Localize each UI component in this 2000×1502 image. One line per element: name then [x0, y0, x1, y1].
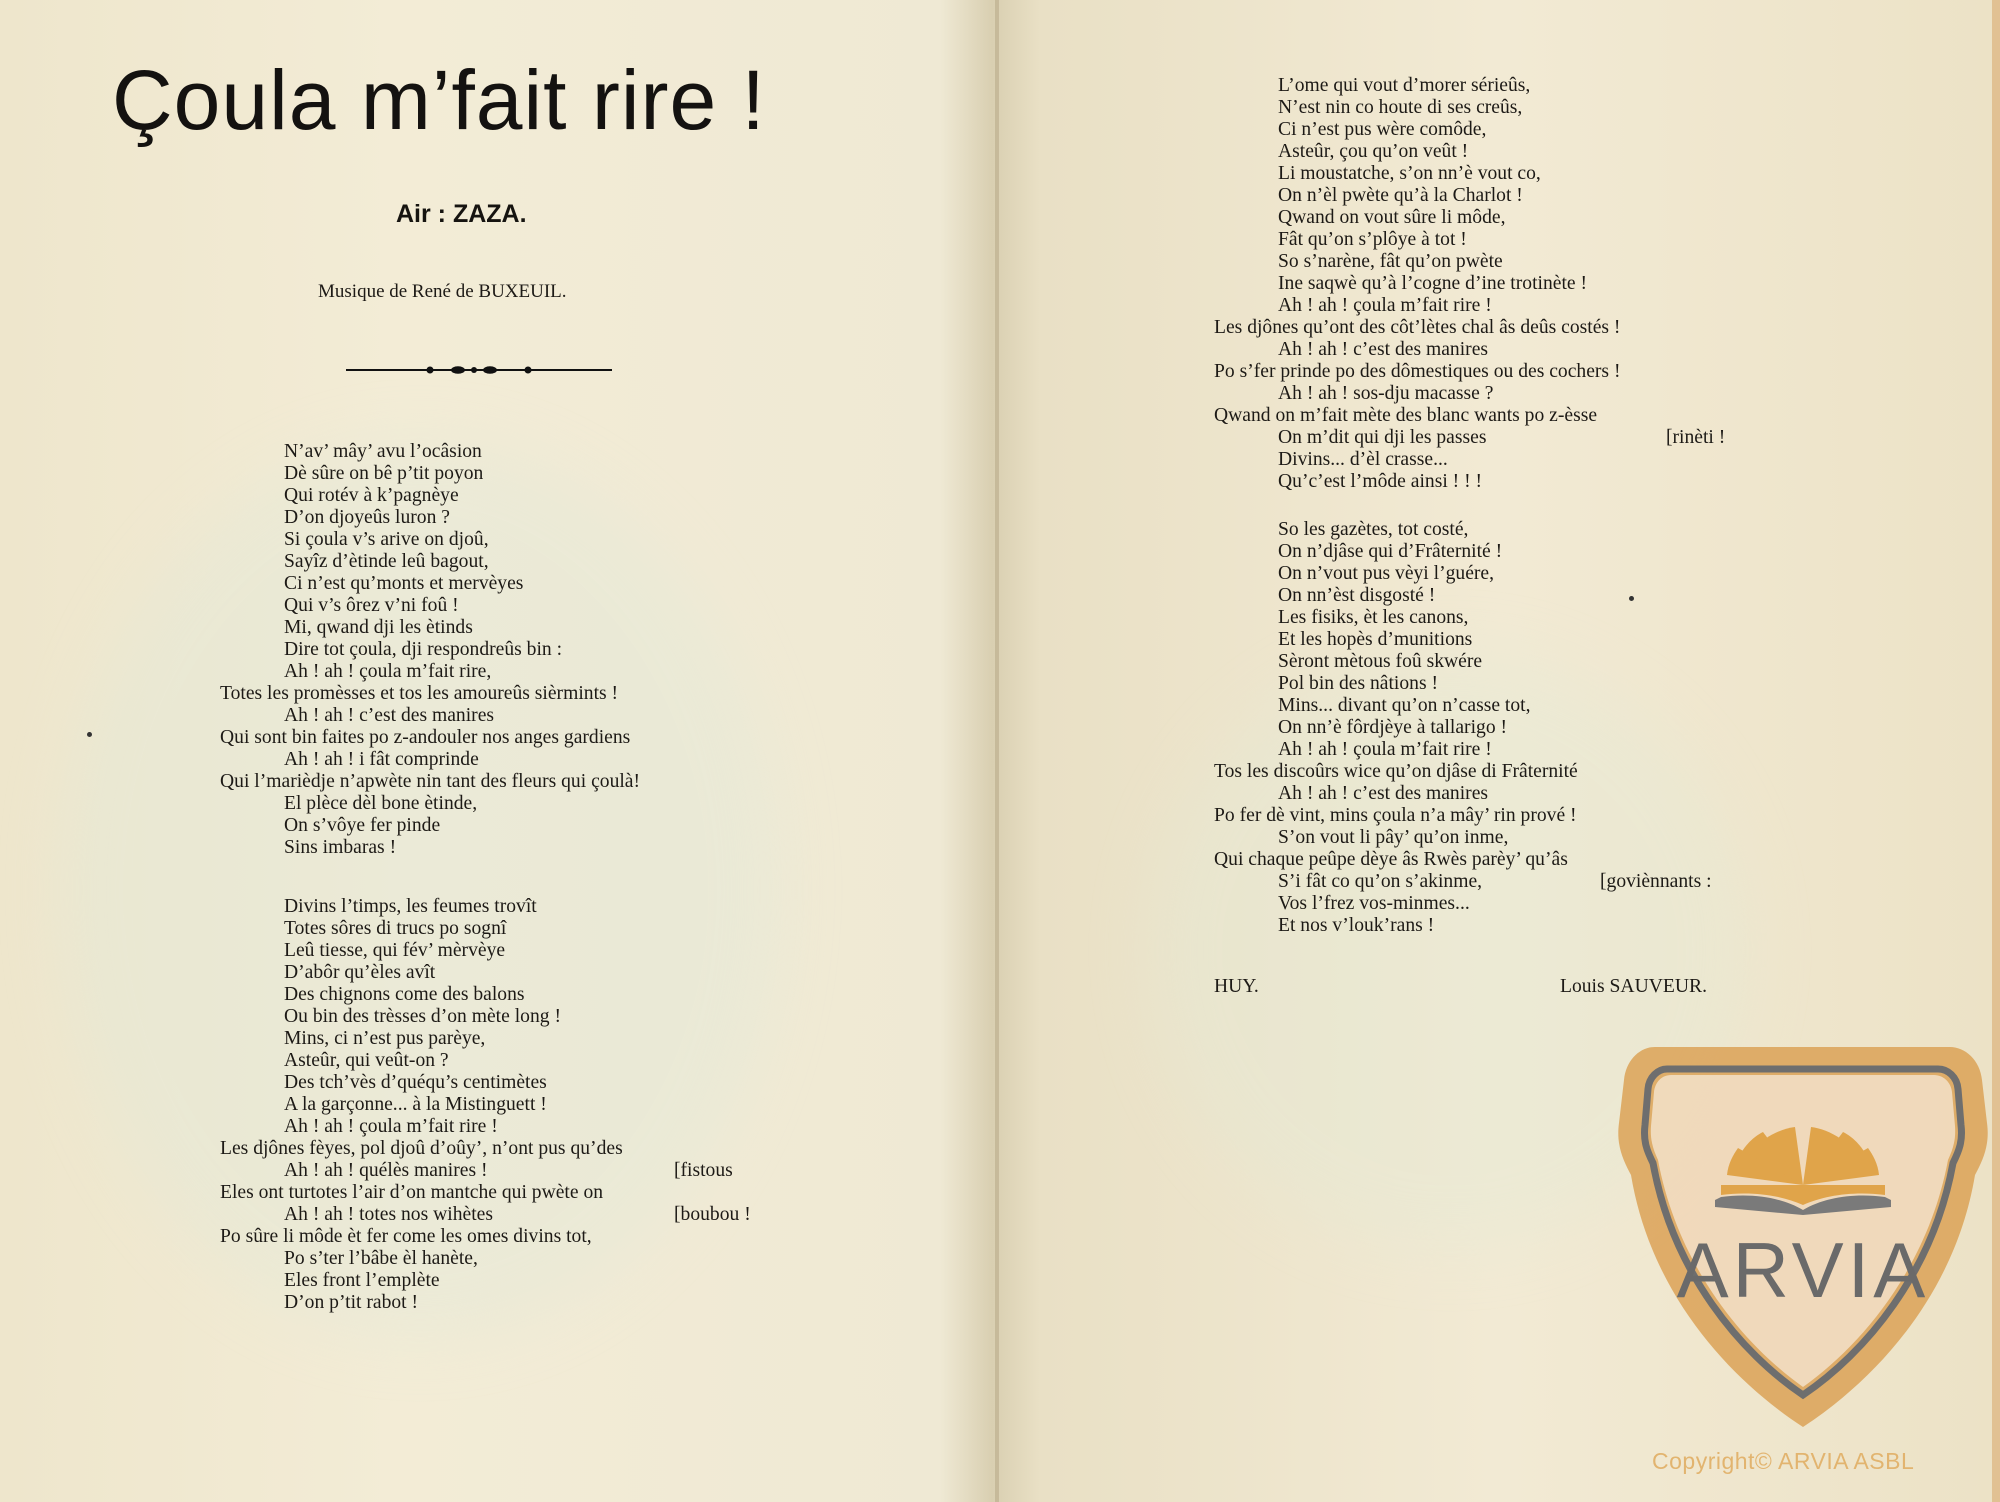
stanza-1	[220, 441, 640, 859]
verse-line-text: So les gazètes, tot costé,	[1278, 519, 1469, 540]
verse-line-text: Po s’fer prinde po des dômestiques ou des cochers !	[1214, 361, 1621, 382]
verse-line	[1214, 449, 1620, 471]
verse-line	[1214, 317, 1620, 339]
verse-line-text: Ah ! ah ! çoula m’fait rire,	[284, 661, 492, 682]
verse-line-text: Divins... d’èl crasse...	[1278, 449, 1448, 470]
verse-line-text: Ah ! ah ! sos-dju macasse ?	[1278, 383, 1494, 404]
verse-line-text: S’i fât co qu’on s’akinme,	[1278, 871, 1483, 892]
verse-line-text: D’on p’tit rabot !	[284, 1292, 419, 1313]
verse-line-text: Qui sont bin faites po z-andouler nos anges gardiens	[220, 727, 631, 748]
verse-line-text: Si çoula v’s arive on djoû,	[284, 529, 489, 550]
verse-line	[1214, 673, 1578, 695]
verse-line	[220, 1270, 623, 1292]
verse-line-text: D’abôr qu’èles avît	[284, 962, 436, 983]
verse-line	[1214, 97, 1620, 119]
verse-line	[220, 771, 640, 793]
verse-line	[220, 639, 640, 661]
verse-line	[1214, 607, 1578, 629]
verse-line-text: Pol bin des nâtions !	[1278, 673, 1439, 694]
verse-line-text: Ah ! ah ! çoula m’fait rire !	[1278, 739, 1492, 760]
verse-line-text: Qui l’marièdje n’apwète nin tant des fleurs qui çoulà!	[220, 771, 641, 792]
left-page	[0, 0, 995, 1502]
verse-line-text: Totes sôres di trucs po sognî	[284, 918, 507, 939]
verse-line	[1214, 185, 1620, 207]
verse-line-text: Mi, qwand dji les ètinds	[284, 617, 473, 638]
verse-line-text: On nn’è fôrdjèye à tallarigo !	[1278, 717, 1508, 738]
signature-author: Louis SAUVEUR.	[1560, 976, 1707, 997]
verse-line-text: Ah ! ah ! çoula m’fait rire !	[284, 1116, 498, 1137]
verse-line-text: Et nos v’louk’rans !	[1278, 915, 1435, 936]
verse-line	[220, 1160, 733, 1182]
signature-place: HUY.	[1214, 976, 1259, 997]
verse-line-text: On n’vout pus vèyi l’guére,	[1278, 563, 1495, 584]
verse-line-text: Leû tiesse, qui fév’ mèrvèye	[284, 940, 506, 961]
verse-line	[220, 1006, 623, 1028]
verse-line-text: Des tch’vès d’quéqu’s centimètes	[284, 1072, 547, 1093]
verse-line-text: N’av’ mây’ avu l’ocâsion	[284, 441, 482, 462]
verse-line	[1214, 871, 1712, 893]
verse-line-text: Mins... divant qu’on n’casse tot,	[1278, 695, 1531, 716]
verse-line	[220, 1050, 623, 1072]
verse-line	[1214, 849, 1578, 871]
verse-line	[1214, 563, 1578, 585]
verse-line-text: Mins, ci n’est pus parèye,	[284, 1028, 486, 1049]
verse-line	[1214, 541, 1578, 563]
verse-line-text: Ah ! ah ! çoula m’fait rire !	[1278, 295, 1492, 316]
verse-line-text: A la garçonne... à la Mistinguett !	[284, 1094, 547, 1115]
verse-line	[220, 984, 623, 1006]
verse-line-text: Qwand on vout sûre li môde,	[1278, 207, 1506, 228]
verse-line-text: Eles ont turtotes l’air d’on mantche qui pwète on	[220, 1182, 604, 1203]
verse-line-text: Ah ! ah ! c’est des manires	[1278, 339, 1489, 360]
verse-line-text: Qui chaque peûpe dèye âs Rwès parèy’ qu’âs	[1214, 849, 1568, 870]
stanza-2	[220, 896, 751, 1314]
verse-line	[220, 793, 640, 815]
verse-line-text: Les djônes fèyes, pol djoû d’oûy’, n’ont pus qu’des	[220, 1138, 623, 1159]
verse-line-text: Eles front l’emplète	[284, 1270, 440, 1291]
verse-line	[220, 896, 623, 918]
verse-line-text: Ah ! ah ! quélès manires !	[284, 1160, 488, 1181]
verse-line	[220, 918, 623, 940]
verse-line	[1214, 273, 1620, 295]
verse-line	[1214, 163, 1620, 185]
verse-line	[1214, 207, 1620, 229]
verse-line	[1214, 471, 1620, 493]
arvia-logo	[1615, 1035, 1990, 1435]
verse-line	[220, 1138, 623, 1160]
verse-line	[220, 463, 640, 485]
verse-line	[220, 1182, 623, 1204]
verse-line	[220, 1094, 623, 1116]
ink-speck	[1629, 596, 1634, 601]
verse-line	[1214, 651, 1578, 673]
verse-line	[1214, 893, 1578, 915]
verse-line-text: Qui rotév à k’pagnèye	[284, 485, 459, 506]
verse-line-text: Sayîz d’ètinde leû bagout,	[284, 551, 489, 572]
verse-line-text: Po s’ter l’bâbe èl hanète,	[284, 1248, 478, 1269]
ornament-divider	[346, 360, 612, 380]
verse-line	[1214, 805, 1578, 827]
verse-line-text: Et les hopès d’munitions	[1278, 629, 1473, 650]
verse-line	[1214, 629, 1578, 651]
verse-line-text: Ah ! ah ! i fât comprinde	[284, 749, 479, 770]
verse-line	[220, 617, 640, 639]
verse-line-text: N’est nin co houte di ses creûs,	[1278, 97, 1523, 118]
verse-line-text: Ah ! ah ! c’est des manires	[284, 705, 495, 726]
song-title: Çoula m’fait rire !	[112, 53, 766, 147]
verse-line-text: On n’èl pwète qu’à la Charlot !	[1278, 185, 1523, 206]
verse-line	[220, 1116, 623, 1138]
verse-line	[1214, 519, 1578, 541]
verse-line-text: Totes les promèsses et tos les amoureûs sièrmints !	[220, 683, 619, 704]
stanza-3	[1214, 75, 1726, 493]
copyright-notice: Copyright© ARVIA ASBL	[1652, 1448, 1915, 1474]
verse-line	[1214, 695, 1578, 717]
verse-line	[220, 507, 640, 529]
verse-line	[220, 1204, 751, 1226]
verse-line	[1214, 405, 1620, 427]
verse-line	[220, 485, 640, 507]
verse-line-text: Dire tot çoula, dji respondreûs bin :	[284, 639, 563, 660]
verse-line	[1214, 383, 1620, 405]
music-credit: Musique de René de BUXEUIL.	[318, 281, 567, 302]
air-label: Air : ZAZA.	[396, 200, 527, 228]
verse-line	[1214, 585, 1578, 607]
verse-line-text: Ine saqwè qu’à l’cogne d’ine trotinète !	[1278, 273, 1588, 294]
verse-line	[220, 815, 640, 837]
verse-line-text: Ci n’est pus wère comôde,	[1278, 119, 1487, 140]
verse-line-text: Po fer dè vint, mins çoula n’a mây’ rin prové !	[1214, 805, 1577, 826]
verse-line	[1214, 827, 1578, 849]
verse-line-text: El plèce dèl bone ètinde,	[284, 793, 478, 814]
verse-line	[1214, 427, 1726, 449]
verse-line-text: Vos l’frez vos-minmes...	[1278, 893, 1470, 914]
verse-line-text: Des chignons come des balons	[284, 984, 525, 1005]
stanza-4	[1214, 519, 1712, 937]
verse-line	[1214, 717, 1578, 739]
verse-line	[1214, 119, 1620, 141]
verse-line	[220, 705, 640, 727]
verse-line	[220, 1028, 623, 1050]
verse-line	[1214, 75, 1620, 97]
verse-line-text: S’on vout li pây’ qu’on inme,	[1278, 827, 1509, 848]
verse-line	[1214, 361, 1620, 383]
verse-line-text: Asteûr, qui veût-on ?	[284, 1050, 449, 1071]
verse-line	[220, 683, 640, 705]
verse-line-text: So s’narène, fât qu’on pwète	[1278, 251, 1503, 272]
verse-line-text: D’on djoyeûs luron ?	[284, 507, 450, 528]
verse-line-text: Ou bin des trèsses d’on mète long !	[284, 1006, 561, 1027]
verse-line	[220, 837, 640, 859]
verse-line	[220, 1072, 623, 1094]
verse-line	[1214, 915, 1578, 937]
verse-line-text: Ci n’est qu’monts et mervèyes	[284, 573, 524, 594]
verse-line-continuation: [goviènnants :	[1600, 871, 1712, 892]
verse-line-text: Dè sûre on bê p’tit poyon	[284, 463, 484, 484]
verse-line	[220, 595, 640, 617]
verse-line-text: Tos les discoûrs wice qu’on djâse di Frâternité	[1214, 761, 1578, 782]
verse-line	[220, 661, 640, 683]
ink-speck	[87, 732, 92, 737]
verse-line-text: Divins l’timps, les feumes trovît	[284, 896, 537, 917]
verse-line	[1214, 141, 1620, 163]
verse-line-text: L’ome qui vout d’morer sérieûs,	[1278, 75, 1531, 96]
verse-line-text: Sins imbaras !	[284, 837, 397, 858]
verse-line	[220, 573, 640, 595]
verse-line	[220, 529, 640, 551]
verse-line-text: Qwand on m’fait mète des blanc wants po z-èsse	[1214, 405, 1598, 426]
verse-line	[1214, 229, 1620, 251]
verse-line-text: On s’vôye fer pinde	[284, 815, 441, 836]
verse-line-text: Asteûr, çou qu’on veût !	[1278, 141, 1469, 162]
verse-line-continuation: [fistous	[674, 1160, 733, 1181]
verse-line	[220, 962, 623, 984]
verse-line-text: On nn’èst disgosté !	[1278, 585, 1436, 606]
verse-line-text: On m’dit qui dji les passes	[1278, 427, 1487, 448]
verse-line-text: Ah ! ah ! totes nos wihètes	[284, 1204, 493, 1225]
verse-line-text: Fât qu’on s’plôye à tot !	[1278, 229, 1467, 250]
verse-line-text: Po sûre li môde èt fer come les omes divins tot,	[220, 1226, 592, 1247]
verse-line-text: On n’djâse qui d’Frâternité !	[1278, 541, 1503, 562]
verse-line	[1214, 251, 1620, 273]
verse-line	[1214, 339, 1620, 361]
verse-line	[220, 1292, 623, 1314]
verse-line-continuation: [rinèti !	[1666, 427, 1726, 448]
verse-line-text: Qui v’s ôrez v’ni foû !	[284, 595, 459, 616]
verse-line	[1214, 761, 1578, 783]
verse-line	[220, 749, 640, 771]
verse-line	[220, 441, 640, 463]
verse-line	[220, 1248, 623, 1270]
verse-line	[1214, 783, 1578, 805]
verse-line-text: Qu’c’est l’môde ainsi ! ! !	[1278, 471, 1483, 492]
verse-line	[1214, 295, 1620, 317]
verse-line-text: Ah ! ah ! c’est des manires	[1278, 783, 1489, 804]
verse-line-text: Sèront mètous foû skwére	[1278, 651, 1483, 672]
verse-line	[220, 551, 640, 573]
verse-line	[1214, 739, 1578, 761]
logo-text: ARVIA	[1676, 1226, 1930, 1314]
verse-line	[220, 727, 640, 749]
verse-line-text: Li moustatche, s’on nn’è vout co,	[1278, 163, 1541, 184]
verse-line-text: Les djônes qu’ont des côt’lètes chal âs deûs costés !	[1214, 317, 1621, 338]
verse-line	[220, 1226, 623, 1248]
verse-line	[220, 940, 623, 962]
verse-line-continuation: [boubou !	[674, 1204, 751, 1225]
verse-line-text: Les fisiks, èt les canons,	[1278, 607, 1469, 628]
